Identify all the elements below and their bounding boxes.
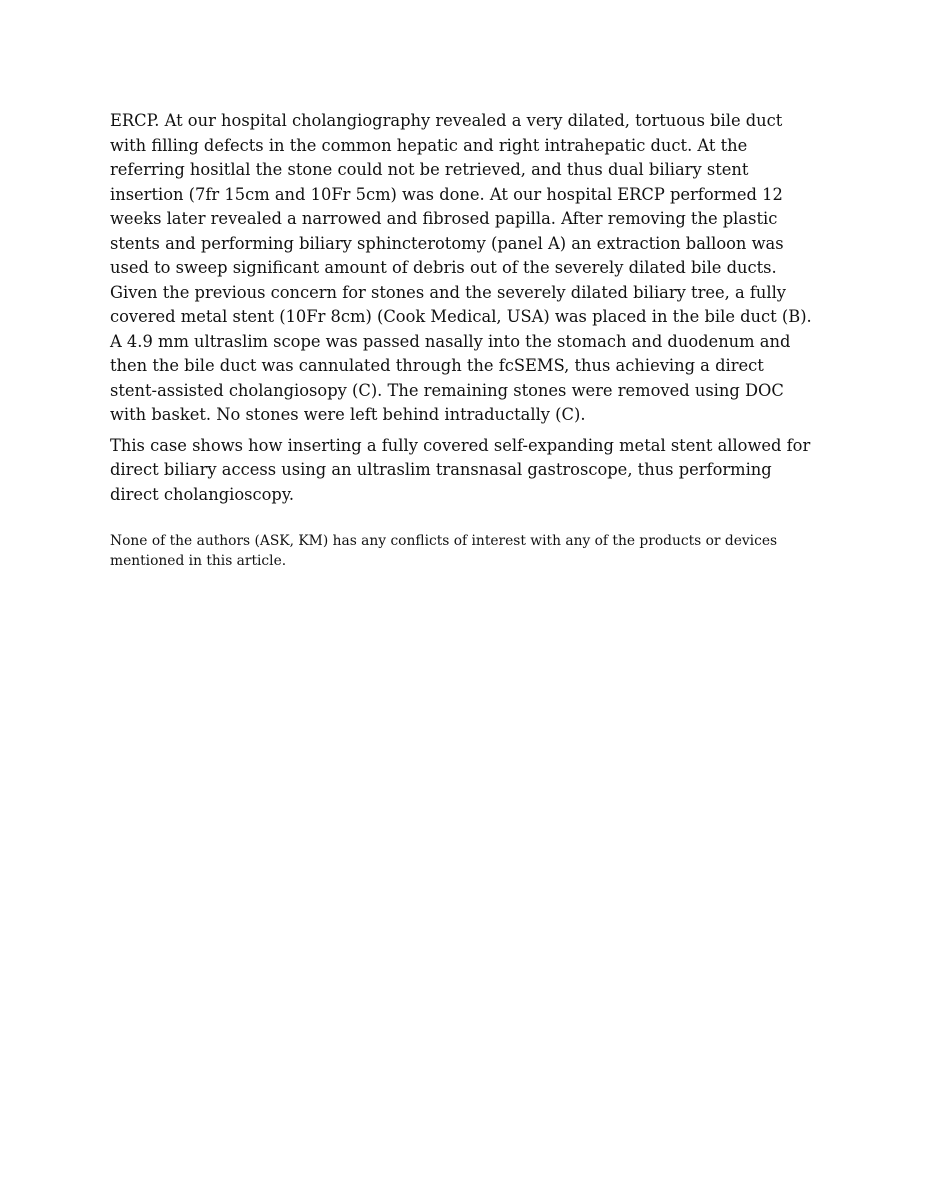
conflict-of-interest-statement: None of the authors (ASK, KM) has any conflicts of interest with any of the products or devices mentioned in this article. <box>110 533 778 569</box>
case-conclusion-paragraph: This case shows how inserting a fully covered self-expanding metal stent allowed for direct biliary access using an ultraslim transnasal gastroscope, thus performing direct cholangioscopy. <box>110 435 811 504</box>
article-body <box>110 109 815 513</box>
case-description-paragraph: ERCP. At our hospital cholangiography revealed a very dilated, tortuous bile duct with filling defects in the common hepatic and right intrahepatic duct. At the referring hositlal the stone could not be retrieved, and thus dual biliary stent insertion (7fr 15cm and 10Fr 5cm) was done. At our hospital ERCP performed 12 weeks later revealed a narrowed and fibrosed papilla. After removing the plastic stents and performing biliary sphincterotomy (panel A) an extraction balloon was used to sweep significant amount of debris out of the severely dilated bile ducts. Given the previous concern for stones and the severely dilated biliary tree, a fully covered metal stent (10Fr 8cm) (Cook Medical, USA) was placed in the bile duct (B). A 4.9 mm ultraslim scope was passed nasally into the stomach and duodenum and then the bile duct was cannulated through the fcSEMS, thus achieving a direct stent-assisted cholangiosopy (C). The remaining stones were removed using DOC with basket. No stones were left behind intraductally (C). <box>110 111 812 424</box>
